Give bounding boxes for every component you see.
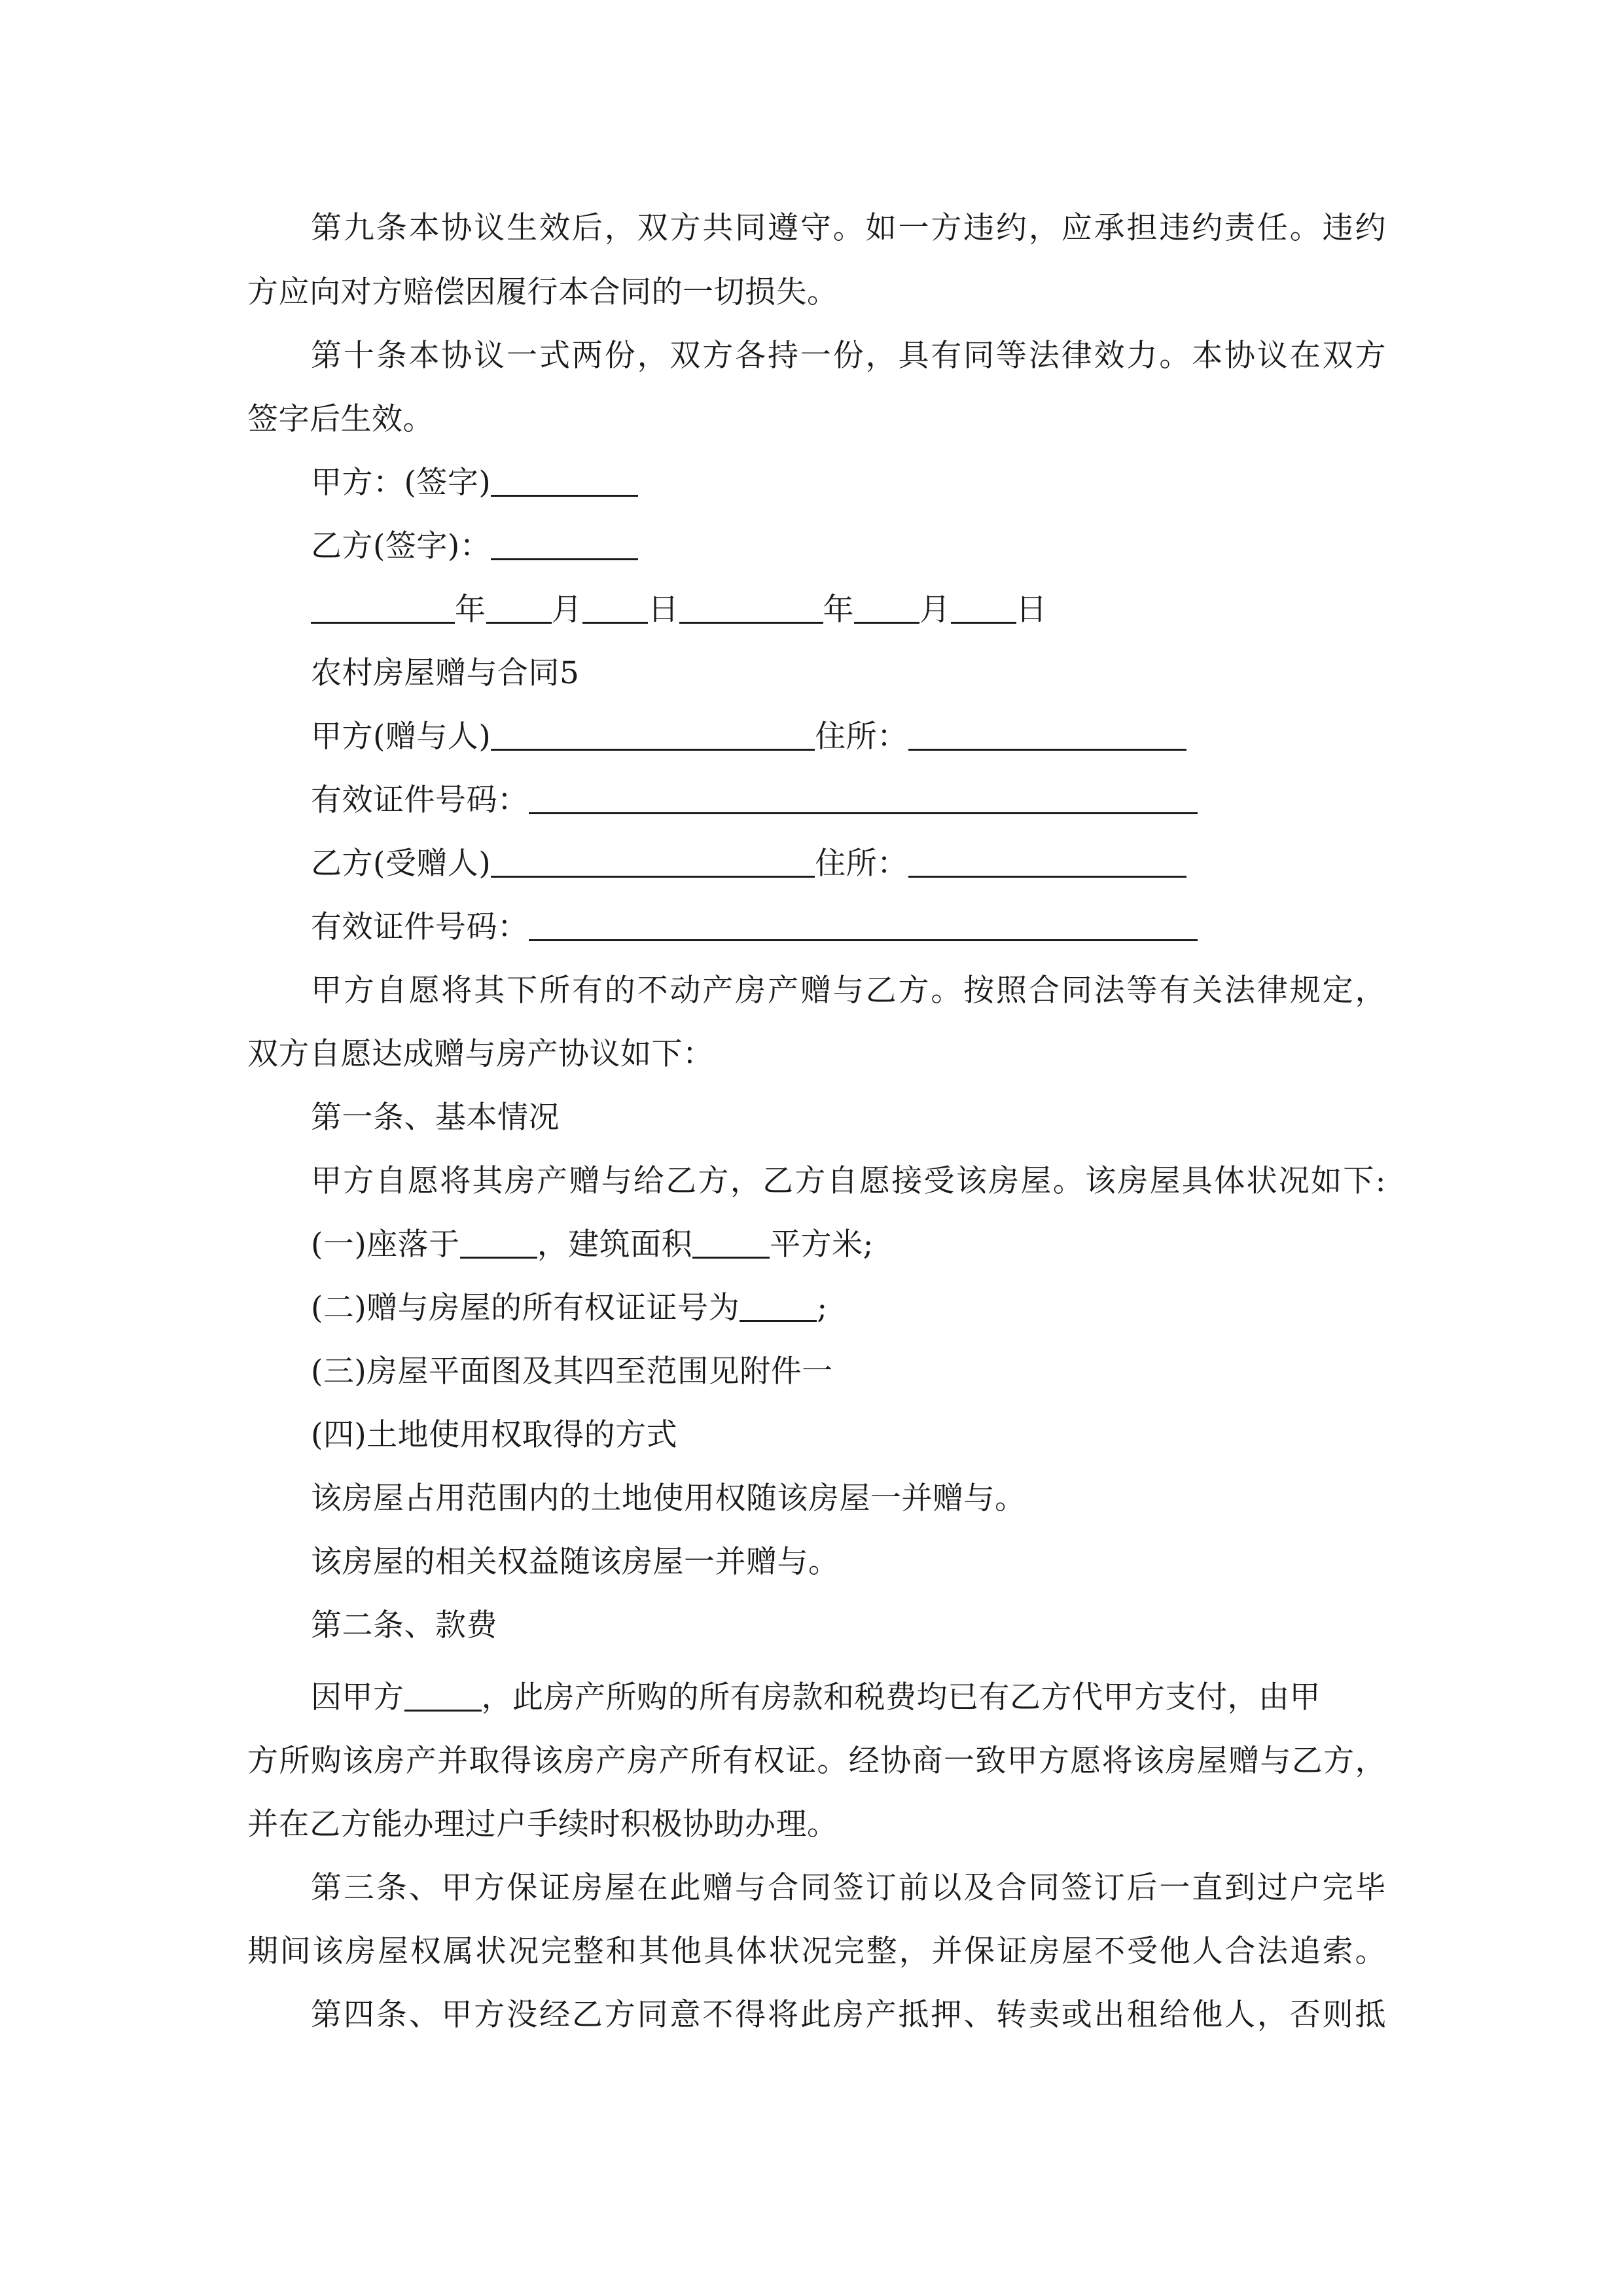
donor-id-label: 有效证件号码：	[311, 782, 529, 818]
intro-line2: 双方自愿达成赠与房产协议如下：	[247, 1036, 714, 1072]
article9-line1: 第九条本协议生效后，双方共同遵守。如一方违约，应承担违约责任。违约	[311, 210, 1386, 246]
party-b-signature-blank[interactable]	[491, 529, 638, 560]
donor-id-line	[311, 768, 1386, 833]
party-b-signature-label: 乙方(签字)：	[311, 528, 491, 564]
item2-end: ;	[817, 1290, 828, 1326]
party-a-signature-blank[interactable]	[491, 466, 638, 497]
intro-line1: 甲方自愿将其下所有的不动产房产赠与乙方。按照合同法等有关法律规定，	[311, 973, 1386, 1009]
item1-area-blank[interactable]	[692, 1228, 770, 1259]
article1-text: 甲方自愿将其房产赠与给乙方，乙方自愿接受该房屋。该房屋具体状况如下:	[311, 1163, 1386, 1199]
date-b-month-blank[interactable]	[854, 593, 919, 624]
donee-address-blank[interactable]	[908, 847, 1186, 878]
date-line	[311, 578, 1386, 642]
donor-label: 甲方(赠与人)	[311, 719, 491, 755]
date-b-year-blank[interactable]	[679, 593, 823, 624]
donor-address-label: 住所：	[815, 719, 908, 755]
donor-id-blank[interactable]	[529, 783, 1198, 814]
date-a-year-blank[interactable]	[311, 593, 455, 624]
item1-line	[311, 1213, 1386, 1277]
date-b-month-label: 月	[919, 592, 951, 628]
donee-id-label: 有效证件号码：	[311, 909, 529, 945]
article9-line2: 方应向对方赔偿因履行本合同的一切损失。	[247, 274, 838, 310]
article3-line1: 第三条、甲方保证房屋在此赠与合同签订前以及合同签订后一直到过户完毕	[311, 1870, 1386, 1906]
land-rights-text: 该房屋占用范围内的土地使用权随该房屋一并赠与。	[311, 1480, 1026, 1516]
article2-line1	[311, 1666, 1386, 1730]
item2-line	[311, 1276, 1386, 1340]
item1-location-label: (一)座落于	[311, 1227, 460, 1263]
related-rights-text: 该房屋的相关权益随该房屋一并赠与。	[311, 1544, 840, 1580]
party-a-signature-label: 甲方：(签字)	[311, 465, 491, 501]
date-b-year-label: 年	[823, 592, 854, 628]
item4-line: (四)土地使用权取得的方式	[311, 1417, 678, 1453]
article2-reason-blank[interactable]	[404, 1681, 482, 1712]
donee-id-blank[interactable]	[529, 910, 1198, 941]
donee-line	[311, 832, 1386, 896]
party-a-signature-line	[311, 451, 1386, 515]
date-b-day-blank[interactable]	[951, 593, 1016, 624]
item1-location-blank[interactable]	[460, 1228, 537, 1259]
date-a-year-label: 年	[455, 592, 486, 628]
article4-line1: 第四条、甲方没经乙方同意不得将此房产抵押、转卖或出租给他人，否则抵	[311, 1997, 1386, 2033]
donee-label: 乙方(受赠人)	[311, 846, 491, 882]
date-a-day-blank[interactable]	[582, 593, 648, 624]
article2-title: 第二条、款费	[311, 1607, 497, 1643]
donee-name-blank[interactable]	[491, 847, 815, 878]
donor-address-blank[interactable]	[908, 720, 1186, 751]
donor-name-blank[interactable]	[491, 720, 815, 751]
article2-line2: 方所购该房产并取得该房产房产所有权证。经协商一致甲方愿将该房屋赠与乙方，	[247, 1743, 1386, 1779]
contract5-title: 农村房屋赠与合同5	[311, 655, 580, 691]
date-b-day-label: 日	[1016, 592, 1047, 628]
date-a-month-blank[interactable]	[486, 593, 552, 624]
donor-line	[311, 705, 1386, 769]
article10-line1: 第十条本协议一式两份，双方各持一份，具有同等法律效力。本协议在双方	[311, 338, 1386, 374]
item3-line: (三)房屋平面图及其四至范围见附件一	[311, 1354, 833, 1390]
article2-line3: 并在乙方能办理过户手续时积极协助办理。	[247, 1806, 838, 1842]
item1-unit-label: 平方米;	[770, 1227, 874, 1263]
item2-label: (二)赠与房屋的所有权证证号为	[311, 1290, 740, 1326]
item2-certificate-blank[interactable]	[740, 1291, 817, 1322]
article10-line2: 签字后生效。	[247, 401, 434, 437]
party-b-signature-line	[311, 514, 1386, 579]
article3-line2: 期间该房屋权属状况完整和其他具体状况完整，并保证房屋不受他人合法追索。	[247, 1933, 1386, 1969]
donee-address-label: 住所：	[815, 846, 908, 882]
item1-area-label: ，建筑面积	[537, 1227, 693, 1263]
article1-title: 第一条、基本情况	[311, 1100, 560, 1136]
date-a-day-label: 日	[648, 592, 679, 628]
article2-lead: 因甲方	[311, 1679, 404, 1715]
date-a-month-label: 月	[551, 592, 582, 628]
donee-id-line	[311, 895, 1386, 960]
article2-line1-rest: ，此房产所购的所有房款和税费均已有乙方代甲方支付，由甲	[481, 1679, 1321, 1715]
